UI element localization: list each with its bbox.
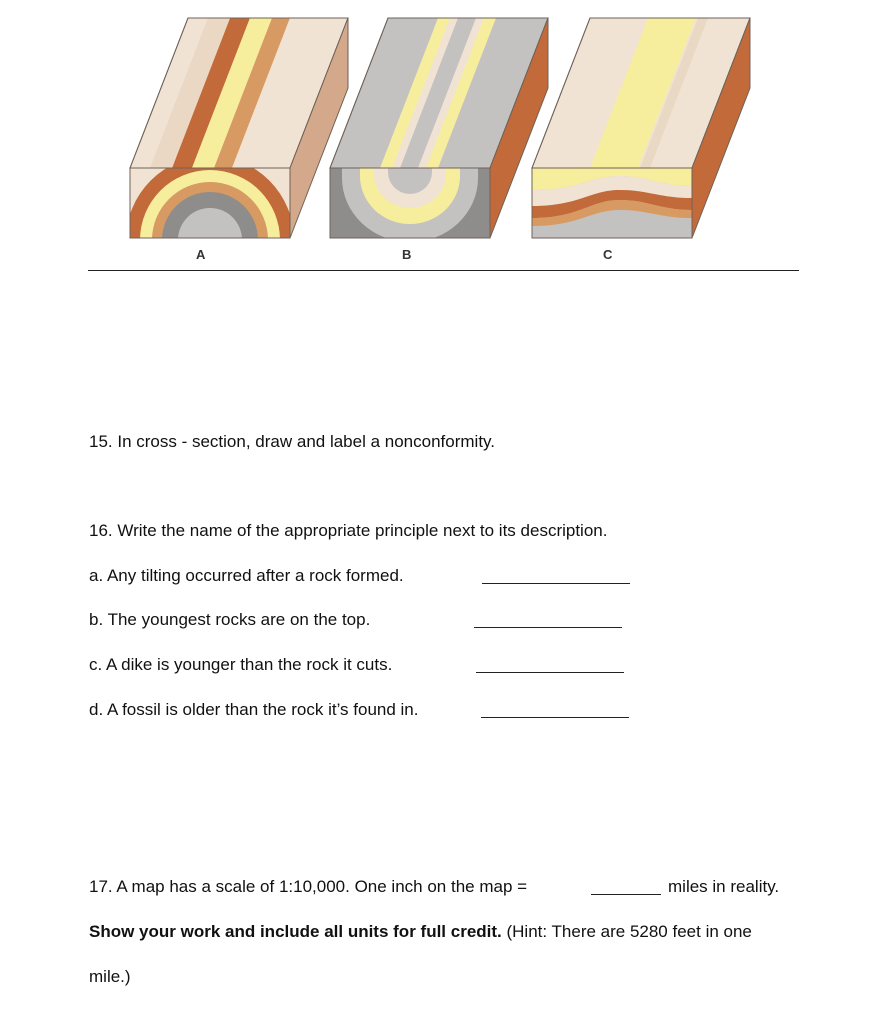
question-16c: c. A dike is younger than the rock it cuts. (89, 655, 393, 674)
label-a: A (196, 247, 206, 262)
full-credit-instruction: Show your work and include all units for full credit. (89, 922, 502, 941)
label-b: B (402, 247, 412, 262)
fold-diagrams-svg (0, 0, 879, 280)
question-16-prompt: 16. Write the name of the appropriate principle next to its description. (89, 521, 608, 540)
fold-block-diagrams (0, 0, 879, 280)
question-16d: d. A fossil is older than the rock it’s found in. (89, 700, 419, 719)
block-c-monocline (532, 18, 750, 238)
answer-blank-16d[interactable] (481, 717, 629, 718)
hint-text: (Hint: There are 5280 feet in one (501, 922, 752, 941)
answer-blank-16b[interactable] (474, 627, 622, 628)
section-divider (88, 270, 799, 271)
answer-blank-17[interactable] (591, 894, 661, 895)
question-17-line1 (89, 877, 527, 897)
question-15: 15. In cross - section, draw and label a nonconformity. (89, 432, 495, 451)
question-17-start: 17. A map has a scale of 1:10,000. One inch on the map = (89, 877, 528, 896)
block-b-syncline (330, 18, 548, 242)
answer-blank-16c[interactable] (476, 672, 624, 673)
block-a-anticline (126, 18, 348, 280)
question-16a: a. Any tilting occurred after a rock formed. (89, 566, 404, 585)
label-c: C (603, 247, 613, 262)
question-17-end: miles in reality. (668, 877, 780, 896)
answer-blank-16a[interactable] (482, 583, 630, 584)
question-17-instructions (89, 922, 752, 942)
question-16b: b. The youngest rocks are on the top. (89, 610, 371, 629)
hint-text-cont: mile.) (89, 967, 131, 986)
